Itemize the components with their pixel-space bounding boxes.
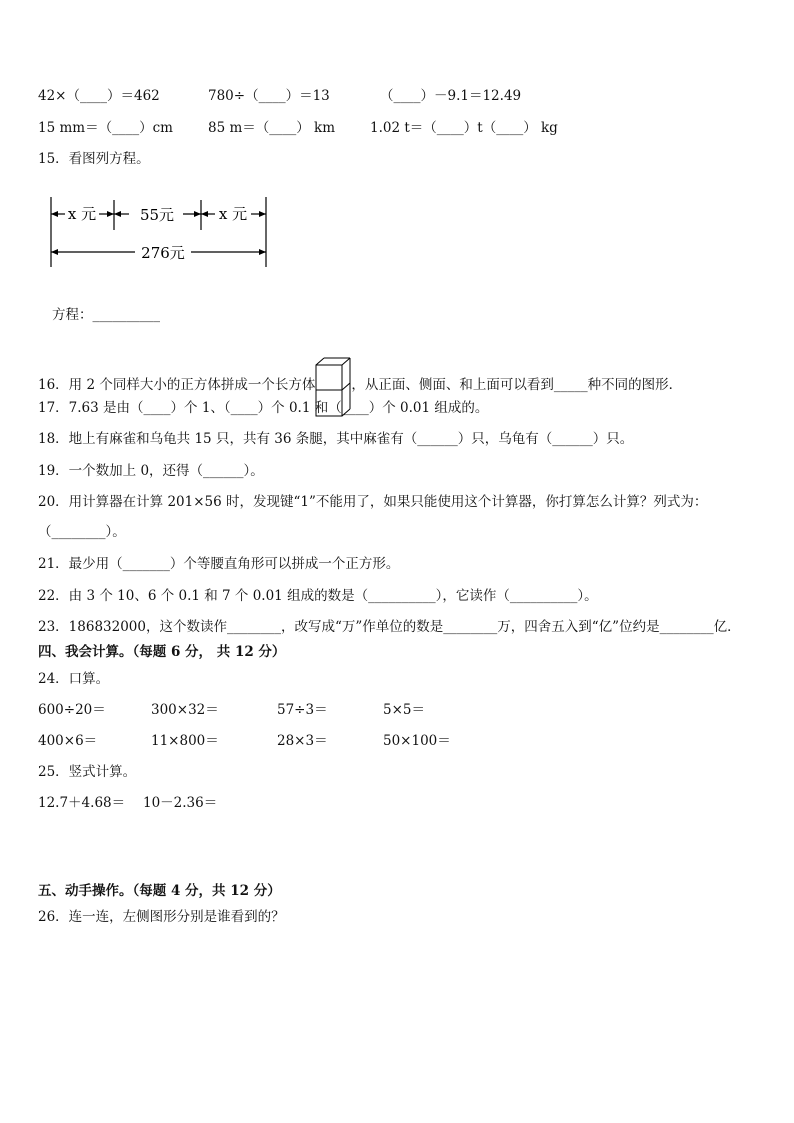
q22: 22．由 3 个 10、6 个 0.1 和 7 个 0.01 组成的数是（__________），它读作（__________）。: [38, 588, 598, 604]
vertical-calc-2: 10－2.36＝: [143, 795, 218, 811]
fill-in-5: 85 m＝（____） km: [208, 120, 336, 136]
mental-calc-8: 50×100＝: [383, 733, 451, 749]
q18: 18．地上有麻雀和乌龟共 15 只，共有 36 条腿，其中麻雀有（______）只，乌龟有（______）只。: [38, 431, 634, 447]
q16-text-before: 16．用 2 个同样大小的正方体拼成一个长方体: [38, 377, 316, 393]
mental-calc-3: 57÷3＝: [277, 702, 328, 718]
q23: 23．186832000，这个数读作________，改写成“万”作单位的数是________万，四舍五入到“亿”位约是________亿．: [38, 619, 741, 635]
section-4-heading: 四、我会计算。（每题 6 分， 共 12 分）: [38, 644, 286, 660]
mental-calc-1: 600÷20＝: [38, 702, 106, 718]
section-5-heading: 五、动手操作。（每题 4 分，共 12 分）: [38, 883, 281, 899]
q20-line2: （________）。: [38, 524, 126, 540]
q15-equation: 方程：__________: [52, 307, 160, 323]
q25-title: 25．竖式计算。: [38, 764, 137, 780]
fill-in-6: 1.02 t＝（____）t（____） kg: [370, 120, 558, 136]
vertical-calc-1: 12.7＋4.68＝: [38, 795, 126, 811]
fill-in-1: 42×（____）＝462: [38, 88, 160, 104]
q17: 17．7.63 是由（____）个 1、（____）个 0.1 和（____）个 0.01 组成的。: [38, 400, 489, 416]
seg-right-label: x 元: [218, 205, 248, 223]
seg-mid-label: 55元: [139, 206, 175, 224]
mental-calc-5: 400×6＝: [38, 733, 98, 749]
q15-line-diagram: [45, 192, 275, 272]
q19: 19．一个数加上 0，还得（______）。: [38, 463, 264, 479]
mental-calc-4: 5×5＝: [383, 702, 425, 718]
mental-calc-2: 300×32＝: [151, 702, 219, 718]
fill-in-3: （____）－9.1＝12.49: [380, 88, 522, 104]
q24-title: 24．口算。: [38, 671, 110, 687]
q26: 26．连一连，左侧图形分别是谁看到的？: [38, 909, 285, 925]
mental-calc-6: 11×800＝: [151, 733, 219, 749]
q20-line1: 20．用计算器在计算 201×56 时，发现键“1”不能用了，如果只能使用这个计算器，你打算怎么计算？列式为：: [38, 494, 708, 510]
total-label: 276元: [141, 244, 185, 262]
mental-calc-7: 28×3＝: [277, 733, 328, 749]
seg-left-label: x 元: [67, 205, 97, 223]
fill-in-2: 780÷（____）＝13: [208, 88, 330, 104]
q16-text-after: ，从正面、侧面、和上面可以看到_____种不同的图形．: [351, 377, 683, 393]
fill-in-4: 15 mm＝（____）cm: [38, 120, 173, 136]
q21: 21．最少用（_______）个等腰直角形可以拼成一个正方形。: [38, 556, 400, 572]
q15-title: 15．看图列方程。: [38, 151, 150, 167]
